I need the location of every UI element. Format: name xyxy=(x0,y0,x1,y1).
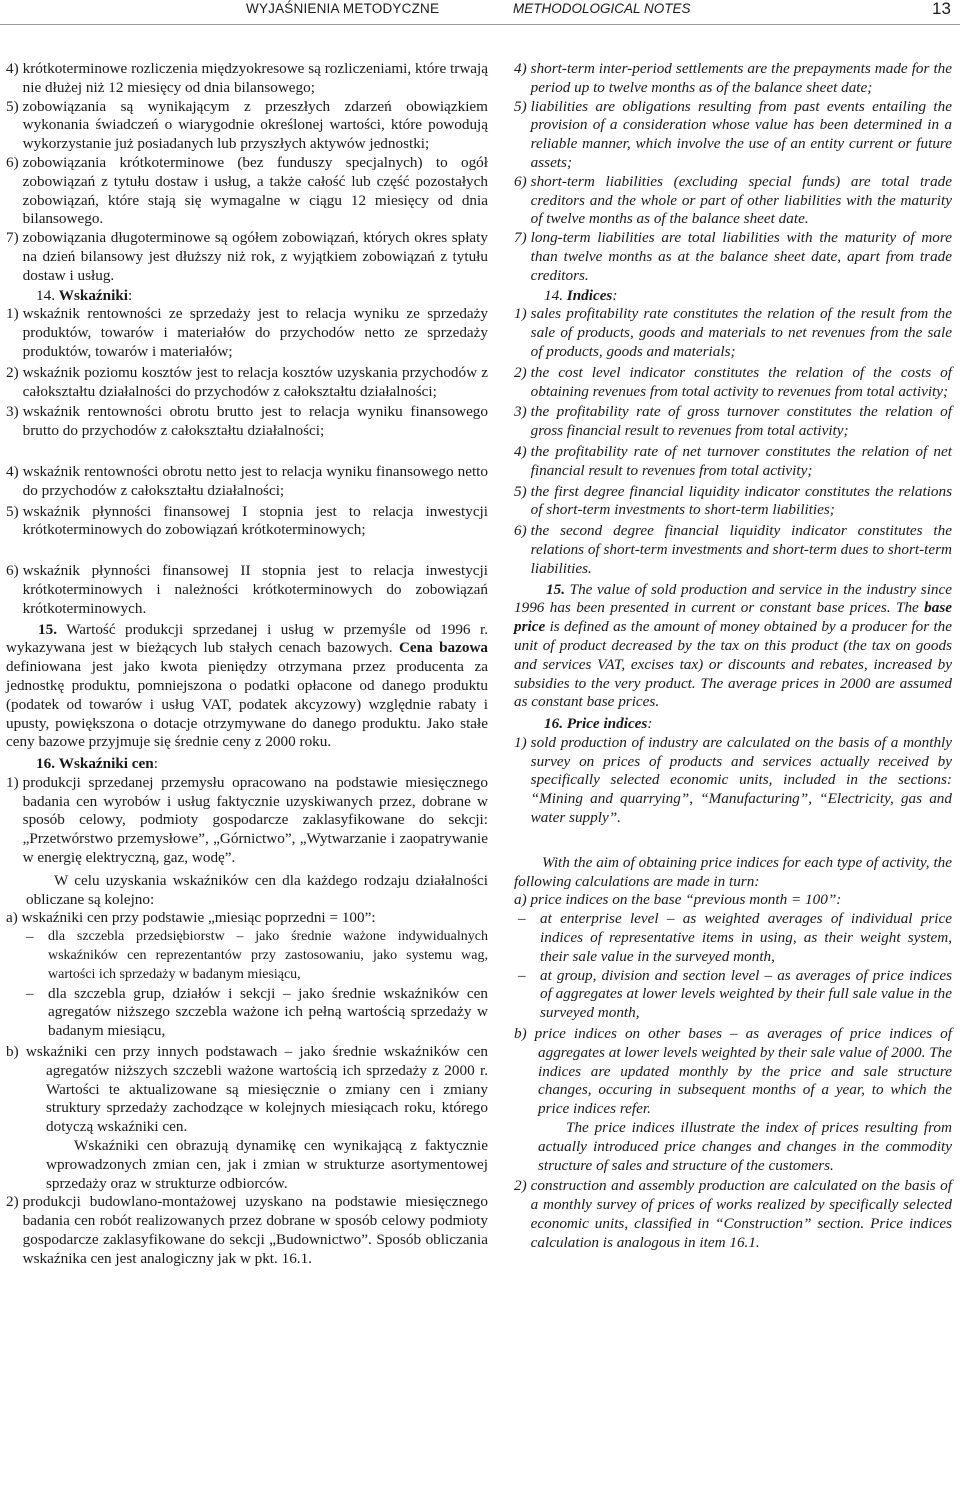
paragraph-text: Wartość produkcji sprzedanej i usług w przemyśle od 1996 r. wykazywana jest w bieżących lub stałych cenach bazowych. xyxy=(6,620,488,657)
section-title: Wskaźniki xyxy=(58,286,128,304)
section-number: 16. xyxy=(36,755,55,773)
polish-column xyxy=(6,60,488,1269)
section-heading: 16. Price indices: xyxy=(544,715,653,733)
item-number: 4) xyxy=(514,442,527,460)
item-number: 5) xyxy=(514,97,527,115)
subpoint-b: b) wskaźniki cen przy innych podstawach – jako średnie wskaźników cen agregatów niższych szczebli ważone wartością ich sprzedaży z 2000 r. Wartości te aktualizowane są miesięcznie o zmiany cen i zmiany struktury sprzedaży zachodzące w kolejnych miesiącach roku, którego dotyczą wskaźniki cen. xyxy=(6,1043,488,1136)
definition-item xyxy=(6,154,488,229)
index-item xyxy=(514,305,952,361)
paragraph: W celu uzyskania wskaźników cen dla każdego rodzaju działalności obliczane są kolejno: xyxy=(26,871,488,908)
index-item xyxy=(6,562,488,618)
item-text: wskaźnik rentowności obrotu netto jest to relacja wyniku finansowego netto do przychodów z całokształtu działalności; xyxy=(22,462,488,499)
index-item xyxy=(514,483,952,521)
item-text: wskaźnik rentowności ze sprzedaży jest to relacja wyniku ze sprzedaży produktów, towarów i materiałów do przychodów netto ze sprzedaży produktów, towarów i materiałów; xyxy=(22,305,488,360)
item-text: short-term liabilities (excluding special funds) are total trade creditors and the whole or part of other liabilities with the maturity of twelve months as of the balance sheet date. xyxy=(530,172,952,228)
subpoint-b: b) price indices on other bases – as averages of price indices of aggregates at lower levels weighted by their sale value of 2000. The indices are updated monthly by the price and sale structure changes, occuring in subsequent months of a year, to which the price indices refer. xyxy=(514,1025,952,1118)
paragraph-text: is defined as the amount of money obtained by a producer for the unit of product decreased by the tax on this product (the tax on goods and services VAT, excises tax) or discounts and rebates, increased by subsidies to the very product. The average prices in 2000 are assumed as constant base prices. xyxy=(514,618,953,711)
section-number: 15. xyxy=(546,580,565,598)
header-title-en: METHODOLOGICAL NOTES xyxy=(513,1,691,16)
item-number: 6) xyxy=(6,153,19,171)
paragraph: With the aim of obtaining price indices for each type of activity, the following calculations are made in turn: xyxy=(514,853,952,890)
item-text: zobowiązania są wynikającym z przeszłych zdarzeń obowiązkiem wykonania świadczeń o wiarygodnie określonej wartości, które powodują wykorzystanie już posiadanych lub przyszłych aktywów jednostki; xyxy=(22,97,488,153)
item-number: 6) xyxy=(514,522,527,540)
section-number: 14. xyxy=(544,286,563,304)
dash-bullet: – xyxy=(518,966,526,984)
definition-item xyxy=(514,229,952,285)
index-item xyxy=(6,403,488,441)
definition-item xyxy=(6,229,488,285)
dash-text: dla szczebla przedsiębiorstw – jako średnie ważone indywidualnych wskaźników cen reprezentantów przy zastosowaniu, jako systemu wag, wartości ich sprzedaży w badanym miesiącu, xyxy=(48,929,488,982)
bold-term: Cena bazowa xyxy=(398,639,489,657)
item-text: wskaźnik płynności finansowej II stopnia jest to relacja inwestycji krótkoterminowych i należności krótkoterminowych do zobowiązań krótkoterminowych. xyxy=(22,562,488,617)
section-title: Indices xyxy=(566,286,613,304)
item-text: zobowiązania długoterminowe są ogółem zobowiązań, których okres spłaty na dzień bilansowy jest dłuższy niż rok, z wyjątkiem zobowiązań z tytułu dostaw i usług. xyxy=(22,229,488,284)
definition-item xyxy=(514,98,952,173)
item-text: the cost level indicator constitutes the relation of the costs of obtaining revenues from total activity to revenues from total activity; xyxy=(530,363,952,400)
item-number: 4) xyxy=(514,60,527,77)
item-number: 2) xyxy=(514,1177,527,1195)
item-number: 4) xyxy=(6,60,19,77)
paragraph: The price indices illustrate the index of prices resulting from actually introduced price changes and changes in the commodity structure of sales and structure of the customers. xyxy=(538,1119,952,1174)
paragraph-text: definiowana jest jako kwota pieniędzy otrzymana przez producenta za jednostkę produktu, pomniejszona o podatki opłacone od danego produktu (podatek od towarów i usług VAT, podatek akcyzowy) względnie rabaty i upusty, powiększona o dotacje otrzymywane do danego produktu. Jako stałe ceny bazowe przyjmuje się średnie ceny z 2000 roku. xyxy=(6,658,488,751)
item-text: short-term inter-period settlements are the prepayments made for the period up to twelve months as of the balance sheet date; xyxy=(530,60,952,96)
item-text: wskaźnik rentowności obrotu brutto jest to relacja wyniku finansowego brutto do przychodów z całokształtu działalności; xyxy=(22,403,488,440)
definition-item xyxy=(514,60,952,98)
section-number: 14. xyxy=(36,286,55,304)
paragraph: Wskaźniki cen obrazują dynamikę cen wynikającą z faktycznie wprowadzonych zmian cen, jak i zmian w strukturze asortymentowej sprzedaży oraz w strukturze odbiorców. xyxy=(46,1137,488,1192)
dash-bullet: – xyxy=(518,910,526,928)
item-number: 7) xyxy=(514,229,527,247)
index-item xyxy=(6,463,488,501)
item-text: zobowiązania krótkoterminowe (bez funduszy specjalnych) to ogół zobowiązań z tytułu dostaw i usług, a także całość lub część pozostałych zobowiązań, które stają się wymagalne w ciągu 12 miesięcy od dnia bilansowego. xyxy=(22,153,488,228)
section-heading: 14. Indices: xyxy=(544,286,618,304)
item-number: 5) xyxy=(6,502,19,520)
item-text: wskaźnik płynności finansowej I stopnia jest to relacja inwestycji krótkoterminowych do zobowiązań krótkoterminowych; xyxy=(22,502,488,539)
item-number: 6) xyxy=(6,562,19,580)
item-number: 2) xyxy=(6,363,19,381)
index-item xyxy=(514,403,952,441)
dash-text: at enterprise level – as weighted averages of individual price indices of representative items in using, as their weight system, their sale value in the surveyed month, xyxy=(540,910,952,965)
paragraph-text: The value of sold production and service in the industry since 1996 has been presented in current or constant base prices. The xyxy=(514,580,953,617)
dash-item xyxy=(6,928,488,984)
index-item xyxy=(6,364,488,402)
section-heading: 14. Wskaźniki: xyxy=(36,286,133,304)
dash-text: at group, division and section level – as averages of price indices of aggregates at lower levels weighted by their full sale value in the surveyed month, xyxy=(540,966,952,1022)
section-title: Wskaźniki cen xyxy=(58,755,154,773)
definition-item xyxy=(514,173,952,229)
item-text: sales profitability rate constitutes the relation of the result from the sale of products, goods and materials to net revenues from the sale of products, goods and materials; xyxy=(530,305,952,360)
header-title-pl: WYJAŚNIENIA METODYCZNE xyxy=(246,1,440,16)
item-text: krótkoterminowe rozliczenia międzyokresowe są rozliczeniami, które trwają nie dłużej niż 12 miesięcy od dnia bilansowego; xyxy=(22,60,488,96)
item-text: wskaźnik poziomu kosztów jest to relacja kosztów uzyskania przychodów z całokształtu działalności do przychodów z całokształtu działalności; xyxy=(22,363,488,400)
item-text: produkcji sprzedanej przemysłu opracowano na podstawie miesięcznego badania cen wyrobów i usług faktycznie uzyskiwanych przez, dobrane w sposób celowy, podmioty gospodarcze zaklasyfikowane do sekcji: „Przetwórstwo przemysłowe”, „Górnictwo”, „Wytwarzanie i zaopatrywanie w energię elektryczną, gaz, wodę”. xyxy=(22,773,488,867)
section-number: 16. xyxy=(544,715,563,733)
price-index-item xyxy=(6,774,488,868)
item-text: sold production of industry are calculated on the basis of a monthly survey on prices of products and services actually received by specifically selected economic units, included in the sections: “Mining and quarrying”, “Manufacturing”, “Electricity, gas and water supply”. xyxy=(530,733,952,827)
subpoint-a: a) price indices on the base “previous month = 100”: xyxy=(514,891,842,909)
item-number: 1) xyxy=(6,773,19,791)
definition-item xyxy=(6,60,488,98)
item-number: 3) xyxy=(514,403,527,421)
dash-text: dla szczebla grup, działów i sekcji – jako średnie wskaźników cen agregatów niższego szczebla ważone ich pełną wartością sprzedaży w badanym miesiącu, xyxy=(48,984,488,1040)
item-number: 1) xyxy=(514,733,527,751)
price-index-item xyxy=(514,734,952,828)
dash-item xyxy=(514,910,952,966)
item-text: the profitability rate of net turnover constitutes the relation of net financial result to revenues from total activity; xyxy=(530,442,952,479)
index-item xyxy=(514,364,952,402)
section-15-paragraph xyxy=(514,581,952,713)
item-number: 7) xyxy=(6,229,19,247)
subpoint-a: a) wskaźniki cen przy podstawie „miesiąc poprzedni = 100”: xyxy=(6,909,376,927)
bold-term: base price xyxy=(514,599,952,636)
item-text: liabilities are obligations resulting from past events entailing the provision of a consideration whose value has been determined in a reliable manner, which involve the use of an entity current or future assets; xyxy=(530,97,952,171)
item-number: 2) xyxy=(6,1193,19,1211)
item-number: 2) xyxy=(514,363,527,381)
item-text: construction and assembly production are calculated on the basis of a monthly survey of prices of works realized by specifically selected economic units, classified in “Construction” section. Price indices calculation is analogous in item 16.1. xyxy=(530,1177,952,1251)
price-index-item xyxy=(6,1193,488,1268)
section-15-paragraph xyxy=(6,621,488,753)
index-item xyxy=(514,522,952,578)
item-text: the first degree financial liquidity indicator constitutes the relations of short-term investments to short-term liabilities; xyxy=(530,482,952,519)
item-text: the profitability rate of gross turnover constitutes the relation of gross financial result to revenues from total activity; xyxy=(530,403,952,440)
item-text: produkcji budowlano-montażowej uzyskano na podstawie miesięcznego badania cen robót realizowanych przez dobrane w sposób celowy podmioty gospodarcze zaklasyfikowane do sekcji „Budownictwo”. Sposób obliczania wskaźnika cen jest analogiczny jak w pkt. 16.1. xyxy=(22,1193,488,1267)
item-number: 6) xyxy=(514,172,527,190)
index-item xyxy=(6,305,488,361)
dash-bullet: – xyxy=(26,928,34,946)
item-number: 5) xyxy=(514,482,527,500)
english-column xyxy=(514,60,952,1253)
section-title: Price indices xyxy=(566,715,648,733)
item-number: 3) xyxy=(6,403,19,421)
dash-item xyxy=(6,985,488,1041)
index-item xyxy=(6,503,488,541)
item-text: long-term liabilities are total liabilities with the maturity of more than twelve months as at the balance sheet date, apart from trade creditors. xyxy=(530,229,952,284)
price-index-item xyxy=(514,1177,952,1252)
item-number: 1) xyxy=(6,305,19,323)
dash-bullet: – xyxy=(26,984,34,1002)
item-number: 5) xyxy=(6,97,19,115)
item-text: the second degree financial liquidity indicator constitutes the relations of short-term investments and short-term dues to short-term liabilities. xyxy=(530,522,952,577)
item-number: 4) xyxy=(6,462,19,480)
item-number: 1) xyxy=(514,305,527,323)
section-heading: 16. Wskaźniki cen: xyxy=(36,755,158,773)
page-number: 13 xyxy=(932,0,951,18)
index-item xyxy=(514,443,952,481)
page-header xyxy=(0,0,960,25)
dash-item xyxy=(514,967,952,1023)
definition-item xyxy=(6,98,488,154)
section-number: 15. xyxy=(38,620,57,638)
